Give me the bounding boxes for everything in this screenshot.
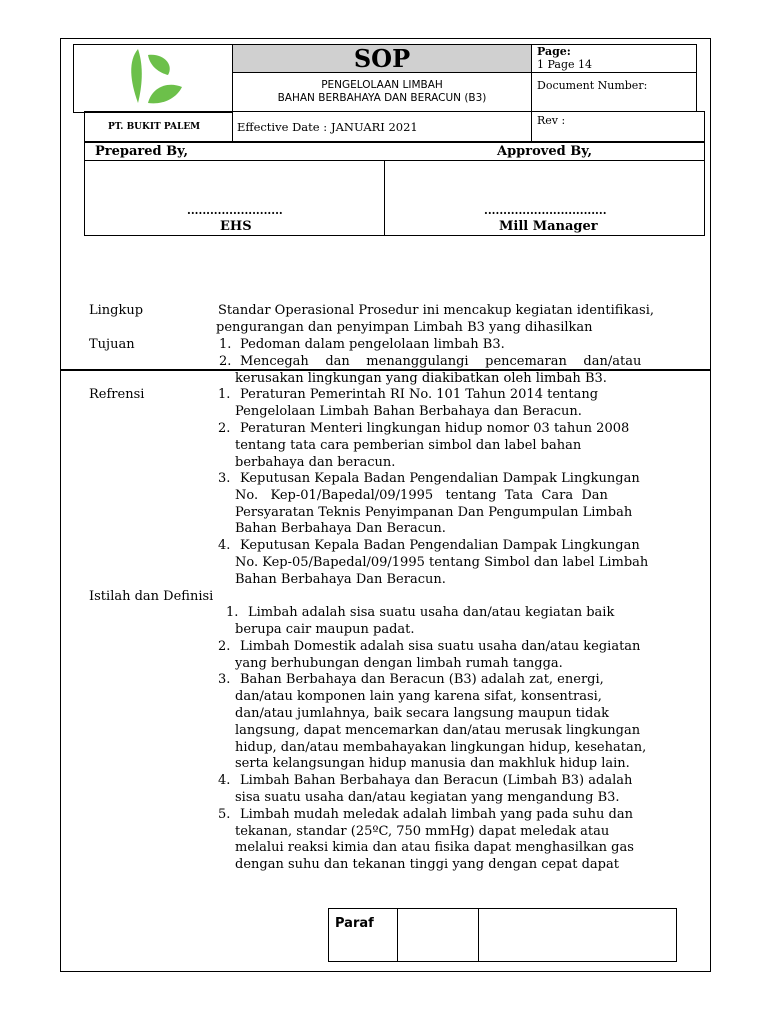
istilah-1-line-1: Limbah adalah sisa suatu usaha dan/atau kegiatan baik (248, 605, 615, 620)
effective-date-label: Effective Date : (237, 120, 328, 134)
istilah-1-num: 1. (226, 605, 239, 620)
signature-column-divider (384, 160, 385, 236)
istilah-4-line-1: Limbah Bahan Berbahaya dan Beracun (Limbah B3) adalah (240, 773, 633, 788)
tujuan-1-num: 1. (219, 337, 232, 352)
effective-date-value: JANUARI 2021 (331, 120, 418, 134)
paraf-label: Paraf (335, 916, 374, 931)
approved-signature-line: ................................ (484, 204, 607, 217)
refrensi-4-line-3: Bahan Berbahaya Dan Beracun. (235, 572, 446, 587)
approved-by-label: Approved By, (497, 144, 593, 159)
istilah-2-line-1: Limbah Domestik adalah sisa suatu usaha dan/atau kegiatan (240, 639, 641, 654)
title-line-2: BAHAN BERBAHAYA DAN BERACUN (B3) (277, 92, 487, 104)
istilah-4-line-2: sisa suatu usaha dan/atau kegiatan yang mengandung B3. (235, 790, 620, 805)
refrensi-2-line-1: Peraturan Menteri lingkungan hidup nomor 03 tahun 2008 (240, 421, 630, 436)
istilah-5-line-2: tekanan, standar (25ºC, 750 mmHg) dapat meledak atau (235, 824, 610, 839)
istilah-3-line-2: dan/atau komponen lain yang karena sifat, konsentrasi, (235, 689, 602, 704)
refrensi-label: Refrensi (89, 387, 145, 402)
istilah-3-line-6: serta kelangsungan hidup manusia dan makhluk hidup lain. (235, 756, 630, 771)
tujuan-2-line-2: kerusakan lingkungan yang diakibatkan oleh limbah B3. (235, 371, 607, 386)
refrensi-3-line-3: Persyaratan Teknis Penyimpanan Dan Pengumpulan Limbah (235, 505, 633, 520)
refrensi-4-line-1: Keputusan Kepala Badan Pengendalian Dampak Lingkungan (240, 538, 640, 553)
document-title (232, 72, 532, 112)
istilah-3-line-3: dan/atau jumlahnya, baik secara langsung maupun tidak (235, 706, 609, 721)
istilah-5-line-4: dengan suhu dan tekanan tinggi yang dengan cepat dapat (235, 857, 619, 872)
istilah-3-num: 3. (218, 672, 231, 687)
refrensi-3-num: 3. (218, 471, 231, 486)
refrensi-4-num: 4. (218, 538, 231, 553)
refrensi-4-line-2: No. Kep-05/Bapedal/09/1995 tentang Simbol dan label Limbah (235, 555, 649, 570)
refrensi-2-num: 2. (218, 421, 231, 436)
tujuan-label: Tujuan (89, 337, 135, 352)
approved-role: Mill Manager (499, 219, 598, 234)
page-label: Page: (537, 45, 571, 58)
leaf-logo-icon (124, 47, 186, 107)
refrensi-3-line-1: Keputusan Kepala Badan Pengendalian Dampak Lingkungan (240, 471, 640, 486)
refrensi-1-line-1: Peraturan Pemerintah RI No. 101 Tahun 2014 tentang (240, 387, 599, 402)
paraf-divider-2 (478, 908, 479, 962)
istilah-2-num: 2. (218, 639, 231, 654)
istilah-2-line-2: yang berhubungan dengan limbah rumah tangga. (235, 656, 563, 671)
company-logo (124, 47, 186, 107)
tujuan-2-num: 2. (219, 354, 232, 369)
rev-label: Rev : (537, 114, 566, 127)
page-value: 1 Page 14 (537, 58, 593, 71)
paraf-box (328, 908, 677, 962)
refrensi-2-line-3: berbahaya dan beracun. (235, 455, 396, 470)
title-line-1: PENGELOLAAN LIMBAH (321, 79, 443, 91)
prepared-role: EHS (220, 219, 252, 234)
istilah-label: Istilah dan Definisi (89, 589, 214, 604)
istilah-5-line-1: Limbah mudah meledak adalah limbah yang pada suhu dan (240, 807, 633, 822)
istilah-5-line-3: melalui reaksi kimia dan atau fisika dapat menghasilkan gas (235, 840, 634, 855)
company-name: PT. BUKIT PALEM (108, 122, 201, 132)
istilah-3-line-4: langsung, dapat mencemarkan dan/atau merusak lingkungan (235, 723, 641, 738)
refrensi-1-line-2: Pengelolaan Limbah Bahan Berbahaya dan Beracun. (235, 404, 582, 419)
istilah-4-num: 4. (218, 773, 231, 788)
refrensi-3-line-2: No. Kep-01/Bapedal/09/1995 tentang Tata Cara Dan (235, 488, 608, 503)
refrensi-3-line-4: Bahan Berbahaya Dan Beracun. (235, 521, 446, 536)
paraf-divider-1 (397, 908, 398, 962)
doc-number-label: Document Number: (537, 79, 648, 92)
istilah-3-line-5: hidup, dan/atau membahayakan lingkungan hidup, kesehatan, (235, 740, 647, 755)
refrensi-2-line-2: tentang tata cara pemberian simbol dan label bahan (235, 438, 582, 453)
prepared-by-label: Prepared By, (95, 144, 188, 159)
prepared-signature-line: ......................... (187, 204, 283, 217)
lingkup-text-2: pengurangan dan penyimpan Limbah B3 yang dihasilkan (216, 320, 593, 335)
istilah-1-line-2: berupa cair maupun padat. (235, 622, 415, 637)
sop-heading: SOP (232, 44, 532, 73)
istilah-3-line-1: Bahan Berbahaya dan Beracun (B3) adalah zat, energi, (240, 672, 604, 687)
tujuan-2-line-1: Mencegah dan menanggulangi pencemaran dan/atau (240, 354, 642, 369)
refrensi-1-num: 1. (218, 387, 231, 402)
lingkup-label: Lingkup (89, 303, 144, 318)
istilah-5-num: 5. (218, 807, 231, 822)
tujuan-1-line-1: Pedoman dalam pengelolaan limbah B3. (240, 337, 505, 352)
lingkup-text-1: Standar Operasional Prosedur ini mencakup kegiatan identifikasi, (218, 303, 654, 318)
